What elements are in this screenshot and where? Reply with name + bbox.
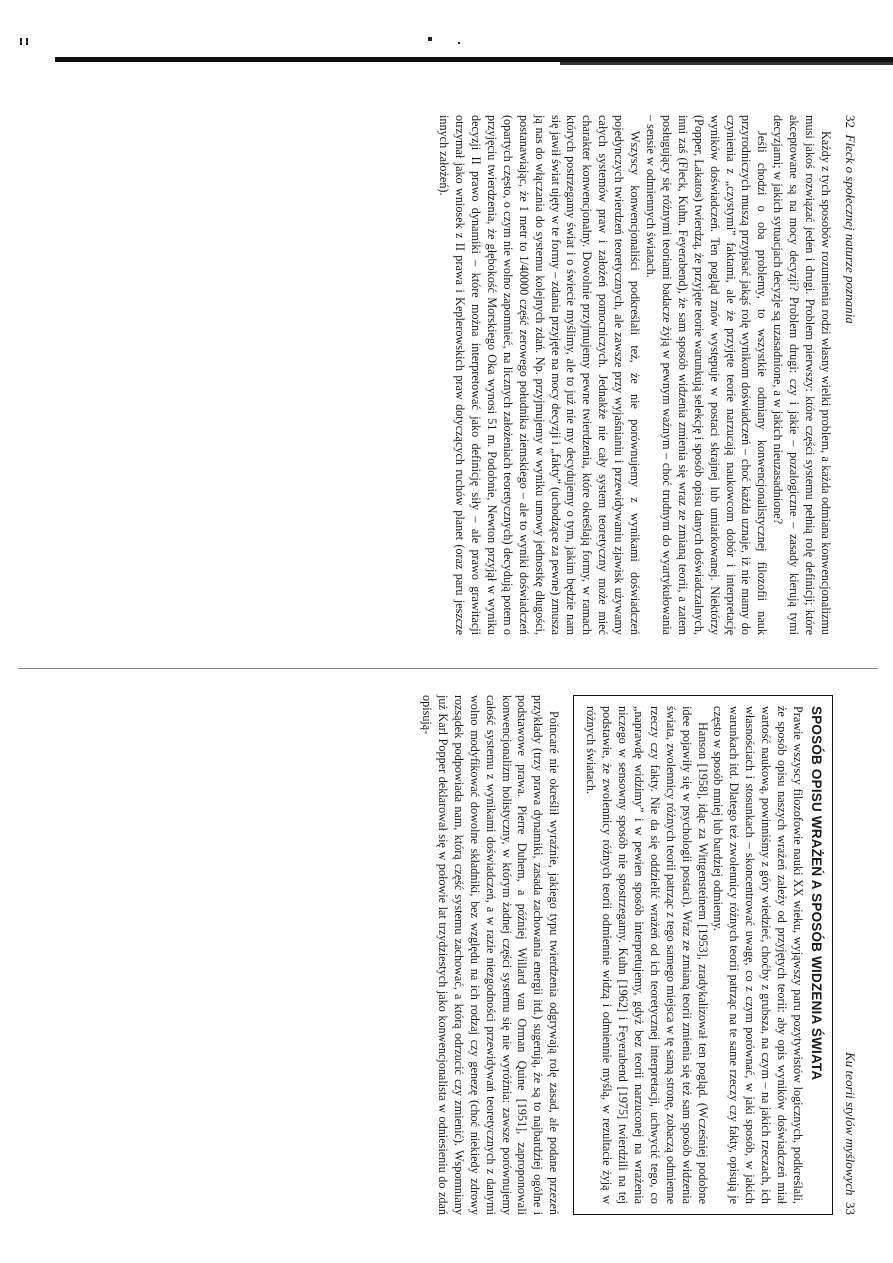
paragraph: Jeśli chodzi o oba problemy, to wszystkie odmiany konwencjonalistycznej filozofii nauk przyrodniczych muszą przypisać jakąś rolę wynikom doświadczeń – choć każda uznaje, iż nie mamy do czynienia z „czystymi” faktami, ale że przyjęte teorie narzucają naukowcom dobór i interpretację wyników doświadczeń. Ten pogląd znów występuje w postaci skrajnej lub umiarkowanej. Niektórzy (Popper, Lakatos) twierdzą, że przyjęte teorie warunkują selekcję i sposób opisu danych doświadczalnych, inni zaś (Fleck, Kuhn, Feyerabend), że sam sposób widzenia zmienia się wraz ze zmianą teorii, a zatem posługujący się różnymi teoriami badacze żyją w pewnym ważnym – choć trudnym do wyartykułowania – sensie w odmiennych światach.: [644, 115, 770, 635]
scan-speck: [428, 37, 432, 41]
box-heading: SPOSÓB OPISU WRAŻEŃ A SPOSÓB WIDZENIA ŚWIATA: [809, 706, 824, 1081]
page-33: [98, 695, 858, 1215]
page-number: 32: [843, 115, 858, 128]
running-head-title: Ku teorii stylów myślowych: [843, 1052, 858, 1196]
paragraph: Poincaré nie określił wyraźnie, jakiego typu twierdzenia odgrywają rolę zasad, ale podane przezeń przykłady (trzy prawa dynamiki, zasada zachowania energii itd.) sugerują, że są to najbardziej ogólne i podstawowe prawa. Pierre Duhem, a później Willard van Orman Quine [1951], zaproponowali konwencjonalizm holistyczny, w którym żadnej części systemu się nie wyróżnia: zawsze porównujemy całość systemu z wynikami doświadczeń, a w razie niezgodności przewidywań teoretycznych z danymi wolno modyfikować dowolne składniki, bez względu na ich rodzaj czy genezę (choć niekiedy zdrowy rozsądek podpowiada nam, którą część systemu zachować, a którą odrzucić czy zmienić). Wspomniany już Karl Popper deklarował się w połowie lat trzydziestych jako konwencjonalista w odniesieniu do zdań opisują-: [420, 695, 562, 1215]
box-paragraph: Hanson [1958], idąc za Wittgensteinem [1953], zradykalizował ten pogląd. (Wcześniej podobne idee pojawiły się w psychologii postaci). Wraz ze zmianą teorii zmienia się też sam sposób widzenia świata, zwolennicy różnych teorii patrząc z tego samego miejsca w tę samą stronę, zobaczą odmienne rzeczy czy fakty. Nie da się oddzielić wrażeń od ich teoretycznej interpretacji, uchwycić tego, co „naprawdę widzimy” i w pewien sposób interpretujemy, gdyż bez teorii narzuconej na wrażenia niczego w sensowny sposób nie spostrzegamy. Kuhn [1962] i Feyerabend [1975] twierdzili na tej podstawie, że zwolennicy różnych teorii odmiennie widzą i odmiennie myślą, w rezultacie żyją w różnych światach.: [584, 706, 710, 1204]
page-fold-line: [18, 668, 878, 669]
paragraph: Każdy z tych sposobów rozumienia rodzi własny wielki problem, a każda odmiana konwencjonalizmu musi jakoś rozwiązać jeden i drugi. Problem pierwszy: które części systemu pełnią rolę definicji; które akceptowane są na mocy decyzji? Problem drugi: czy i jakie – pozalogiczne – zasady kierują tymi decyzjami; w jakich sytuacjach decyzje są uzasadnione, a w jakich nieuzasadnione?: [771, 115, 833, 635]
box-paragraph: Prawie wszyscy filozofowie nauki XX wieku, wyjąwszy paru pozytywistów logicznych, podkreślali, że sposób opisu naszych wrażeń zależy od przyjętych teorii: aby opis wyników doświadczeń miał wartość naukową, powinniśmy z góry wiedzieć, choćby z grubsza, na czym – na jakich rzeczach, ich własnościach i stosunkach – skoncentrować uwagę, co z czym porównać, w jaki sposób, w jakich warunkach itd. Dlatego też zwolennicy różnych teorii patrząc na te same rzeczy czy fakty, opisują je często w sposób mniej lub bardziej odmienny.: [711, 706, 805, 1204]
page-32: [98, 115, 858, 635]
sidebar-box: [573, 695, 833, 1215]
running-head-title: Fleck o społecznej naturze poznania: [843, 134, 858, 324]
scan-speck: [26, 38, 28, 45]
scan-edge-bar-secondary: [560, 62, 893, 65]
scan-speck: [458, 42, 460, 44]
running-head: [842, 115, 858, 635]
scan-speck: [20, 38, 22, 45]
page-number: 33: [843, 1202, 858, 1215]
running-head: [842, 695, 858, 1215]
paragraph: Wszyscy konwencjonaliści podkreślali też, że nie porównujemy z wynikami doświadczeń pojedynczych twierdzeń teoretycznych, ale zawsze przy wyjaśnianiu i przewidywaniu zjawisk używamy całych systemów praw i założeń pomocniczych. Jednakże nie cały system teoretyczny może mieć charakter konwencjonalny. Dowolnie przyjmujemy pewne twierdzenia, które określają formy, w ramach których postrzegamy świat i o świecie myślimy, ale to już nie my decydujemy o tym, jakim będzie nam się jawił świat ujęty w te formy – zdania przyjęte na mocy decyzji i „fakty” (uchodzące za pewne) zmusza ją nas do włączania do systemu kolejnych zdań. Np. przyjmujemy w wyniku umowy jednostkę długości, postanawiając, że 1 metr to 1/40000 część zerowego południka ziemskiego – ale to wyniki doświadczeń (opartych często, o czym nie wolno zapomnieć, na licznych założeniach teoretycznych) decydują potem o przyjęciu twierdzenia, że głębokość Morskiego Oka wynosi 51 m. Podobnie, Newton przyjął w wyniku decyzji II prawo dynamiki – które można interpretować jako definicję siły – ale prawo grawitacji otrzymał jako wniosek z II prawa i Keplerowskich praw dotyczących ruchów planet (oraz paru jeszcze innych założeń).: [437, 115, 643, 635]
